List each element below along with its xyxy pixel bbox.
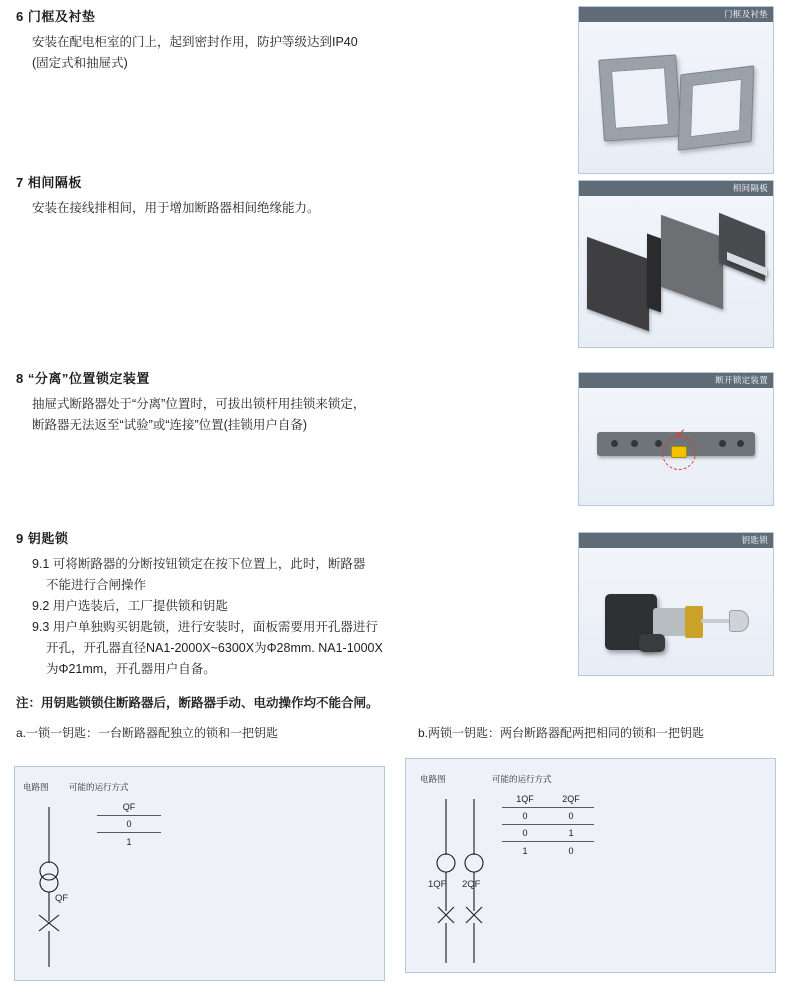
- door-frame-part-2: [678, 65, 755, 151]
- right-table-cell-r3c2: 0: [568, 845, 574, 856]
- red-arrow-icon: ↙: [675, 425, 686, 440]
- section-8-title: [16, 368, 416, 387]
- right-device-label-1: 1QF: [428, 879, 447, 890]
- right-table-label: 可能的运行方式: [492, 774, 552, 784]
- left-table-label: 可能的运行方式: [69, 782, 129, 792]
- section-9-heading: 钥匙锁: [27, 531, 69, 546]
- right-table-cell-r1c1: 0: [522, 811, 528, 821]
- section-7-title: [16, 172, 416, 191]
- key-lock-note: 注：用钥匙锁锁住断路器后，断路器手动、电动操作均不能合闸。: [16, 696, 379, 710]
- lock-bar-hole-1: [611, 440, 618, 447]
- image-card-lock-device: [578, 372, 774, 506]
- barrier-plate-3: [661, 215, 723, 310]
- door-frame-opening-2: [690, 79, 742, 137]
- right-table-cell-r3c1: 1: [522, 845, 528, 856]
- section-9-line-6: 为Φ21mm，开孔器用户自备。: [46, 662, 216, 676]
- highlight-circle: [662, 436, 696, 470]
- card-caption-key-lock: 钥匙锁: [579, 533, 773, 548]
- bottom-right-caption: b.两锁一钥匙：两台断路器配两把相同的锁和一把钥匙: [418, 726, 705, 740]
- section-6-line-2: (固定式和抽屉式): [32, 56, 128, 70]
- diagram-box-two-locks-one-key: [405, 758, 776, 973]
- right-device-label-2: 2QF: [462, 879, 481, 890]
- section-9-line-1: 9.1 可将断路器的分断按钮锁定在按下位置上，此时，断路器: [32, 557, 366, 571]
- left-table-cell-r1c1: 0: [126, 819, 132, 829]
- section-9-line-3: 9.2 用户选装后，工厂提供锁和钥匙: [32, 599, 228, 613]
- lock-bar-hole-3: [655, 440, 662, 447]
- lock-bar-hole-2: [631, 440, 638, 447]
- card-caption-door-frame: 门框及衬垫: [579, 7, 773, 22]
- section-9-line-5: 开孔，开孔器直径NA1-2000X~6300X为Φ28mm. NA1-1000X: [46, 641, 383, 655]
- section-6-line-1: 安装在配电柜室的门上，起到密封作用，防护等级达到IP40: [32, 35, 358, 49]
- card-image-door-frame: [579, 22, 773, 173]
- barrier-plate-1: [587, 237, 649, 332]
- section-7: [16, 172, 416, 219]
- section-7-line-1: 安装在接线排相间，用于增加断路器相间绝缘能力。: [32, 201, 320, 215]
- section-9-line-4: 9.3 用户单独购买钥匙锁，进行安装时，面板需要用开孔器进行: [32, 620, 378, 634]
- right-table-cell-r1c2: 0: [568, 811, 574, 821]
- image-card-door-frame: [578, 6, 774, 174]
- section-7-heading: 相间隔板: [27, 175, 82, 190]
- left-device-label: QF: [55, 893, 69, 904]
- section-9-title: [16, 528, 416, 547]
- section-9-number: 9: [16, 531, 24, 546]
- right-table-header-1qf: 1QF: [516, 794, 534, 804]
- lock-base: [639, 634, 665, 652]
- section-9-line-2: 不能进行合闸操作: [46, 578, 147, 592]
- right-circuit-label: 电路图: [420, 774, 446, 784]
- right-table-cell-r2c1: 0: [522, 828, 528, 838]
- left-table-cell-r2c1: 1: [126, 836, 132, 847]
- image-card-key-lock: [578, 532, 774, 676]
- section-8-line-1: 抽屉式断路器处于“分离”位置时，可拔出锁杆用挂锁来锁定，: [32, 397, 366, 411]
- diagram-box-one-lock-one-key: [14, 766, 385, 981]
- lock-bar-hole-5: [737, 440, 744, 447]
- image-card-phase-barrier: [578, 180, 774, 348]
- section-8-heading: “分离”位置锁定装置: [27, 371, 150, 386]
- section-9: [16, 528, 416, 680]
- left-circuit-label: 电路图: [23, 782, 49, 792]
- section-6: [16, 6, 416, 74]
- bottom-left-caption: a.一锁一钥匙：一台断路器配独立的锁和一把钥匙: [16, 726, 279, 740]
- card-image-key-lock: [579, 548, 773, 675]
- lock-bar-hole-4: [719, 440, 726, 447]
- section-8-number: 8: [16, 371, 24, 386]
- right-table-header-2qf: 2QF: [562, 794, 580, 804]
- barrier-plate-2: [647, 233, 661, 312]
- section-7-number: 7: [16, 175, 24, 190]
- door-frame-part-1: [598, 54, 682, 141]
- door-frame-opening-1: [611, 67, 669, 129]
- section-8: [16, 368, 416, 436]
- key-head: [729, 610, 749, 632]
- left-circuit-diagram: [25, 807, 115, 977]
- section-6-number: 6: [16, 9, 24, 24]
- card-caption-lock-device: 断开锁定装置: [579, 373, 773, 388]
- lock-cylinder: [653, 608, 687, 636]
- left-table-header-qf: QF: [122, 802, 136, 812]
- card-caption-phase-barrier: 相间隔板: [579, 181, 773, 196]
- right-table-cell-r2c2: 1: [568, 828, 574, 838]
- section-6-heading: 门框及衬垫: [27, 9, 96, 24]
- section-8-line-2: 断路器无法返至“试验”或“连接”位置(挂锁用户自备): [32, 418, 307, 432]
- card-image-lock-device: [579, 388, 773, 505]
- card-image-phase-barrier: [579, 196, 773, 347]
- section-6-title: [16, 6, 416, 25]
